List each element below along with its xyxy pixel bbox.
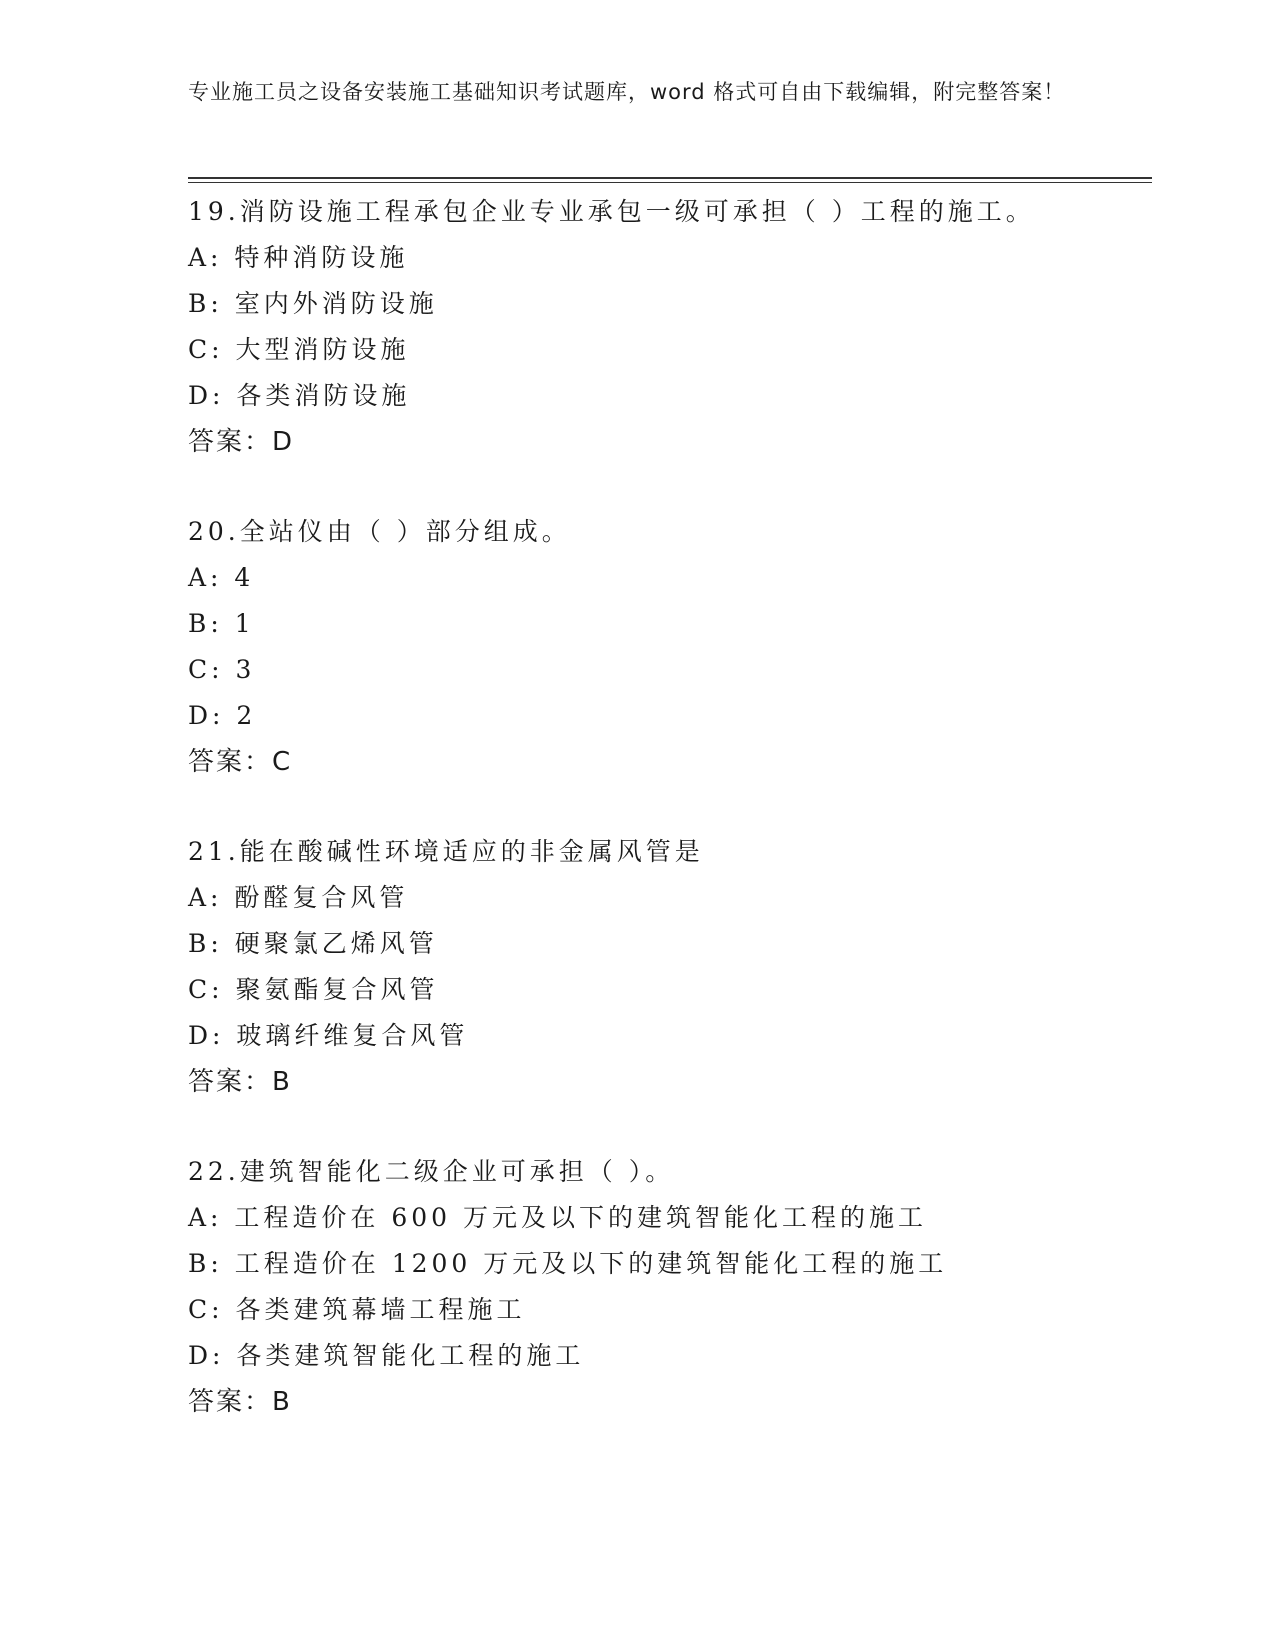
option-b: B: 工程造价在 1200 万元及以下的建筑智能化工程的施工 xyxy=(188,1249,948,1278)
option-d: D: 2 xyxy=(188,701,257,730)
option-a: A: 工程造价在 600 万元及以下的建筑智能化工程的施工 xyxy=(188,1203,928,1232)
question-stem: 21.能在酸碱性环境适应的非金属风管是 xyxy=(188,837,704,866)
header-divider-thin xyxy=(188,182,1152,183)
answer: 答案：C xyxy=(188,747,293,777)
answer: 答案：B xyxy=(188,1067,292,1097)
question-stem: 22.建筑智能化二级企业可承担（ ）。 xyxy=(188,1157,675,1186)
document-header: 专业施工员之设备安装施工基础知识考试题库，word 格式可自由下载编辑，附完整答案！ xyxy=(188,80,1066,104)
option-b: B: 1 xyxy=(188,609,255,638)
question-stem: 19.消防设施工程承包企业专业承包一级可承担（ ）工程的施工。 xyxy=(188,197,1035,226)
header-divider-thick xyxy=(188,177,1152,179)
option-b: B: 室内外消防设施 xyxy=(188,289,438,318)
question-22 xyxy=(188,1149,1152,1425)
question-20 xyxy=(188,509,1152,785)
option-d: D: 各类建筑智能化工程的施工 xyxy=(188,1341,585,1370)
option-d: D: 玻璃纤维复合风管 xyxy=(188,1021,469,1050)
question-21 xyxy=(188,829,1152,1105)
answer: 答案：D xyxy=(188,427,295,457)
option-a: A: 酚醛复合风管 xyxy=(188,883,409,912)
option-c: C: 大型消防设施 xyxy=(188,335,410,364)
question-19 xyxy=(188,189,1152,465)
option-b: B: 硬聚氯乙烯风管 xyxy=(188,929,438,958)
question-stem: 20.全站仪由（ ）部分组成。 xyxy=(188,517,571,546)
option-c: C: 聚氨酯复合风管 xyxy=(188,975,439,1004)
option-c: C: 3 xyxy=(188,655,256,684)
option-d: D: 各类消防设施 xyxy=(188,381,411,410)
option-a: A: 特种消防设施 xyxy=(188,243,409,272)
option-a: A: 4 xyxy=(188,563,255,592)
option-c: C: 各类建筑幕墙工程施工 xyxy=(188,1295,526,1324)
answer: 答案：B xyxy=(188,1387,292,1417)
